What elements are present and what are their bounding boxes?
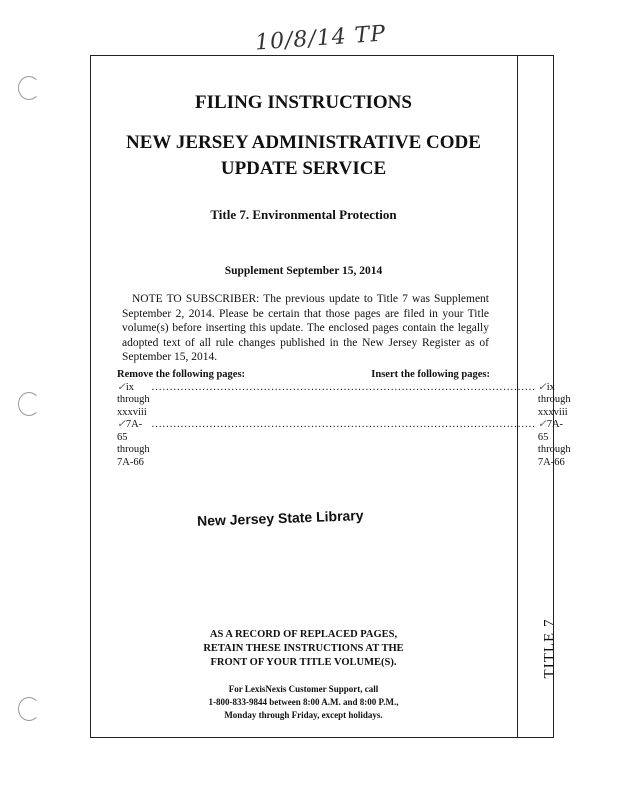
library-stamp: New Jersey State Library [196,507,364,529]
leader-dots: .......................................................................................................... [151,419,536,430]
subtitle-line: NEW JERSEY ADMINISTRATIVE CODE [126,132,481,153]
insert-pages-cell: ✓ix through xxxviii [537,381,571,418]
page-replacement-table [117,369,571,469]
customer-support-info [90,683,517,722]
remove-pages-cell: ✓7A-65 through 7A-66 [117,419,150,468]
support-line: For LexisNexis Customer Support, call [228,684,379,694]
insert-pages-cell: ✓7A-65 through 7A-66 [537,419,571,468]
record-line: AS A RECORD OF REPLACED PAGES, [209,629,398,640]
record-line: RETAIN THESE INSTRUCTIONS AT THE [203,643,404,654]
punch-hole-icon [18,697,40,721]
page-subtitle [90,130,517,182]
checkmark-icon: ✓ [117,419,126,430]
checkmark-icon: ✓ [537,419,547,430]
remove-pages-cell: ✓ix through xxxviii [117,381,150,418]
page-title: FILING INSTRUCTIONS [195,92,412,113]
checkmark-icon: ✓ [117,381,126,393]
checkmark-icon: ✓ [537,381,547,393]
support-line: Monday through Friday, except holidays. [224,710,383,720]
subtitle-line: UPDATE SERVICE [220,158,387,179]
subscriber-note: NOTE TO SUBSCRIBER: The previous update to Title 7 was Supplement September 2, 2014. Please be certain that those pages are filed in your Title volume(s) before inserting this update. The enclosed pages contain the legally adopted text of all rule changes published in the New Jersey Register as of September 15, 2014. [122,293,489,363]
title-tab-label: TITLE 7 [541,618,558,679]
supplement-heading: Supplement September 15, 2014 [224,265,383,277]
table-row [117,381,571,420]
leader-dots: .......................................................................................................... [151,381,536,393]
table-header-row [117,369,490,382]
insert-pages-header: Insert the following pages: [371,369,490,380]
remove-pages-header: Remove the following pages: [117,369,246,380]
punch-hole-icon [18,392,40,416]
punch-hole-icon [18,76,40,100]
title-section-heading: Title 7. Environmental Protection [210,207,397,222]
record-line: FRONT OF YOUR TITLE VOLUME(S). [210,657,397,668]
handwritten-date-note: 10/8/14 TP [254,21,387,56]
record-instructions [90,628,517,670]
table-row [117,419,571,469]
support-line: 1-800-833-9844 between 8:00 A.M. and 8:00 P.M., [208,697,399,707]
